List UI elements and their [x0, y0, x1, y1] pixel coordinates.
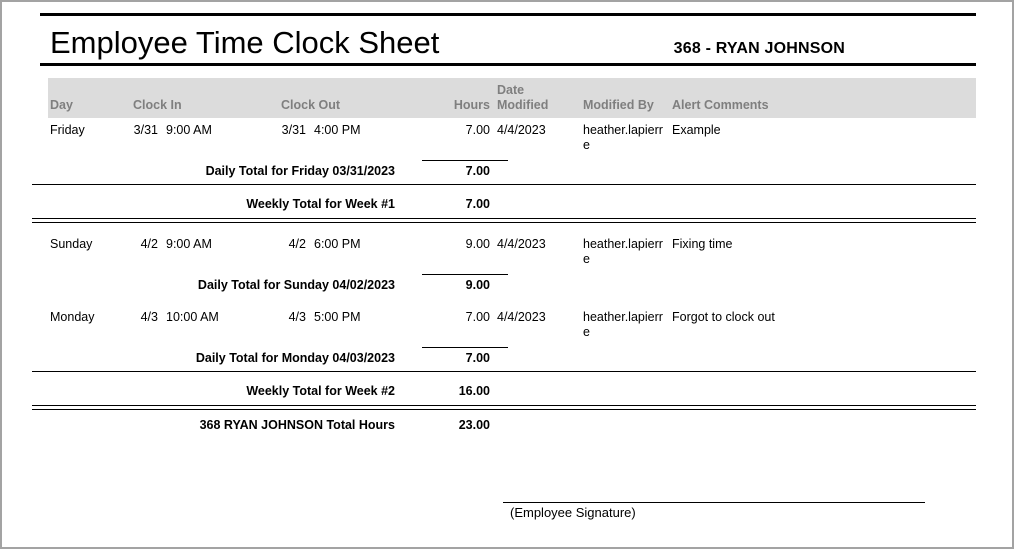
clock-out-time: 4:00 PM	[314, 123, 361, 137]
daily-total-row	[40, 275, 976, 298]
weekly-total-row	[40, 372, 976, 405]
entry-clock-out	[281, 237, 428, 274]
entry-clock-out	[281, 123, 428, 160]
signature-section	[40, 502, 976, 520]
signature-line	[503, 502, 925, 503]
clock-out-date: 3/31	[281, 123, 306, 137]
daily-total-value: 7.00	[465, 164, 490, 178]
page-title: Employee Time Clock Sheet	[50, 25, 440, 60]
weekly-total-label: Weekly Total for Week #1	[246, 197, 395, 211]
clock-in-date: 4/3	[140, 310, 158, 324]
column-header-clock-in: Clock In	[133, 98, 182, 112]
daily-total-value: 9.00	[465, 278, 490, 292]
weekly-total-value: 16.00	[458, 384, 490, 398]
daily-total-label: Daily Total for Friday 03/31/2023	[205, 164, 395, 178]
entry-day: Monday	[50, 310, 95, 324]
time-clock-report	[40, 13, 976, 520]
entry-modified-by: heather.lapierre	[583, 310, 663, 339]
entry-clock-out	[281, 310, 428, 347]
daily-total-row	[40, 161, 976, 184]
grand-total-row	[40, 410, 976, 438]
weekly-total-row	[40, 185, 976, 218]
employee-name-header: 368 - RYAN JOHNSON	[673, 40, 845, 57]
clock-out-time: 5:00 PM	[314, 310, 361, 324]
entry-day: Sunday	[50, 237, 93, 251]
entry-alert-comments: Example	[672, 123, 721, 137]
entry-clock-in	[133, 237, 281, 274]
table-row	[48, 305, 976, 347]
daily-total-row	[40, 348, 976, 371]
weekly-total-value: 7.00	[465, 197, 490, 211]
clock-in-time: 9:00 AM	[166, 237, 212, 251]
column-header-date-modified: Date Modified	[497, 83, 549, 112]
entry-modified-by: heather.lapierre	[583, 237, 663, 266]
entry-hours: 7.00	[465, 123, 490, 137]
entry-date-modified: 4/4/2023	[497, 237, 546, 251]
entry-hours: 9.00	[465, 237, 490, 251]
entry-day: Friday	[50, 123, 85, 137]
entry-date-modified: 4/4/2023	[497, 310, 546, 324]
entry-alert-comments: Fixing time	[672, 237, 733, 251]
column-header-modified-by: Modified By	[583, 98, 654, 112]
table-header-row	[48, 78, 976, 118]
entry-hours: 7.00	[465, 310, 490, 324]
entry-clock-in	[133, 310, 281, 347]
column-header-hours: Hours	[453, 98, 490, 112]
entry-clock-in	[133, 123, 281, 160]
grand-total-value: 23.00	[458, 418, 490, 432]
clock-in-time: 10:00 AM	[166, 310, 219, 324]
column-header-day: Day	[50, 98, 73, 112]
report-header	[40, 16, 976, 63]
table-row	[48, 118, 976, 160]
table-row	[48, 232, 976, 274]
title-bottom-rule	[40, 63, 976, 66]
daily-total-label: Daily Total for Sunday 04/02/2023	[197, 278, 395, 292]
clock-out-time: 6:00 PM	[314, 237, 361, 251]
daily-total-value: 7.00	[465, 351, 490, 365]
entry-modified-by: heather.lapierre	[583, 123, 663, 152]
clock-in-date: 3/31	[133, 123, 158, 137]
signature-label: (Employee Signature)	[510, 505, 636, 520]
clock-in-date: 4/2	[140, 237, 158, 251]
grand-total-label: 368 RYAN JOHNSON Total Hours	[199, 418, 395, 432]
column-header-clock-out: Clock Out	[281, 98, 341, 112]
clock-in-time: 9:00 AM	[166, 123, 212, 137]
entry-date-modified: 4/4/2023	[497, 123, 546, 137]
column-header-alert-comments: Alert Comments	[672, 98, 769, 112]
weekly-total-label: Weekly Total for Week #2	[246, 384, 395, 398]
clock-out-date: 4/3	[288, 310, 306, 324]
week-end-double-rule	[32, 218, 976, 223]
daily-total-label: Daily Total for Monday 04/03/2023	[195, 351, 395, 365]
clock-out-date: 4/2	[288, 237, 306, 251]
entry-alert-comments: Forgot to clock out	[672, 310, 775, 324]
